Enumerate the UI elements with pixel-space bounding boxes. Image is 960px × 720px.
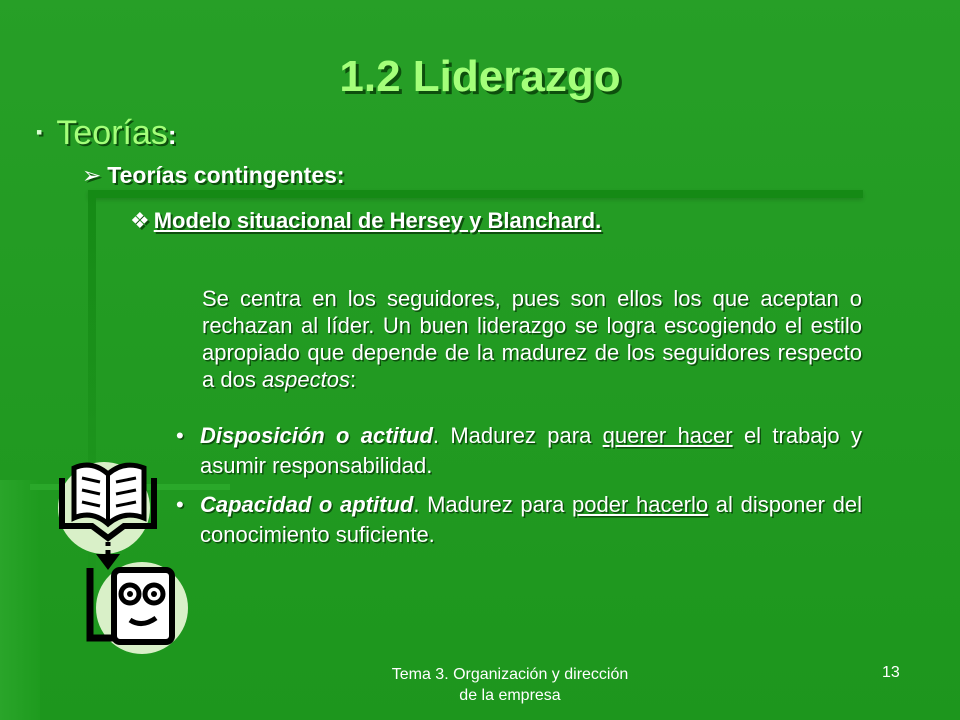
bullet-level1-text: Teorías — [56, 114, 168, 152]
decorative-left-block — [0, 480, 40, 720]
list-item-text — [200, 490, 862, 550]
list-item — [176, 490, 862, 550]
footer-line2: de la empresa — [459, 687, 561, 704]
face-pupil-right — [151, 591, 157, 597]
list-item — [176, 421, 862, 481]
dot-bullet-icon: • — [176, 492, 184, 517]
list-item-term: Capacidad o aptitud — [200, 492, 414, 517]
decorative-horizontal-bar — [88, 190, 863, 198]
footer-line1: Tema 3. Organización y dirección — [391, 666, 629, 683]
list-item-end: el trabajo y asumir responsabilidad. — [200, 423, 862, 478]
bullet-level1-colon: : — [167, 120, 177, 150]
list-item-underlined: poder hacerlo — [572, 492, 709, 517]
slide-title: 1.2 Liderazgo — [339, 52, 621, 101]
arrow-bullet-icon: ➢ — [82, 162, 102, 188]
bullet-level2 — [82, 162, 345, 189]
arrow-head — [96, 554, 120, 570]
list-item-mid: . Madurez para — [413, 492, 573, 517]
paragraph-end: : — [350, 367, 357, 392]
bullet-level1 — [36, 114, 177, 153]
list-item-text — [200, 421, 862, 481]
slide-number: 13 — [882, 664, 900, 681]
book-to-face-icon — [52, 438, 192, 663]
paragraph-text: Se centra en los seguidores, pues son ellos los que aceptan o rechazan al líder. Un buen liderazgo se logra escogiendo el estilo apropiado que depende de la madurez de los seguidores respecto a dos — [202, 286, 862, 392]
list-item-underlined: querer hacer — [602, 423, 733, 448]
list-item-end: al disponer del conocimiento suficiente. — [200, 492, 862, 547]
footer-course-title — [360, 664, 660, 706]
paragraph-italic: aspectos — [261, 367, 350, 392]
list-item-mid: . Madurez para — [432, 423, 603, 448]
body-paragraph — [202, 285, 862, 393]
bullet-level3 — [130, 208, 601, 234]
bullet-level2-text: Teorías contingentes: — [107, 162, 345, 188]
list-item-term: Disposición o actitud — [200, 423, 433, 448]
face-head — [114, 570, 172, 642]
face-pupil-left — [127, 591, 133, 597]
diamond-bullet-icon: ❖ — [130, 208, 150, 233]
dot-bullet-icon: • — [176, 423, 184, 448]
bullet-level3-text: Modelo situacional de Hersey y Blanchard. — [153, 208, 602, 233]
square-bullet-icon: ▪ — [36, 122, 43, 142]
